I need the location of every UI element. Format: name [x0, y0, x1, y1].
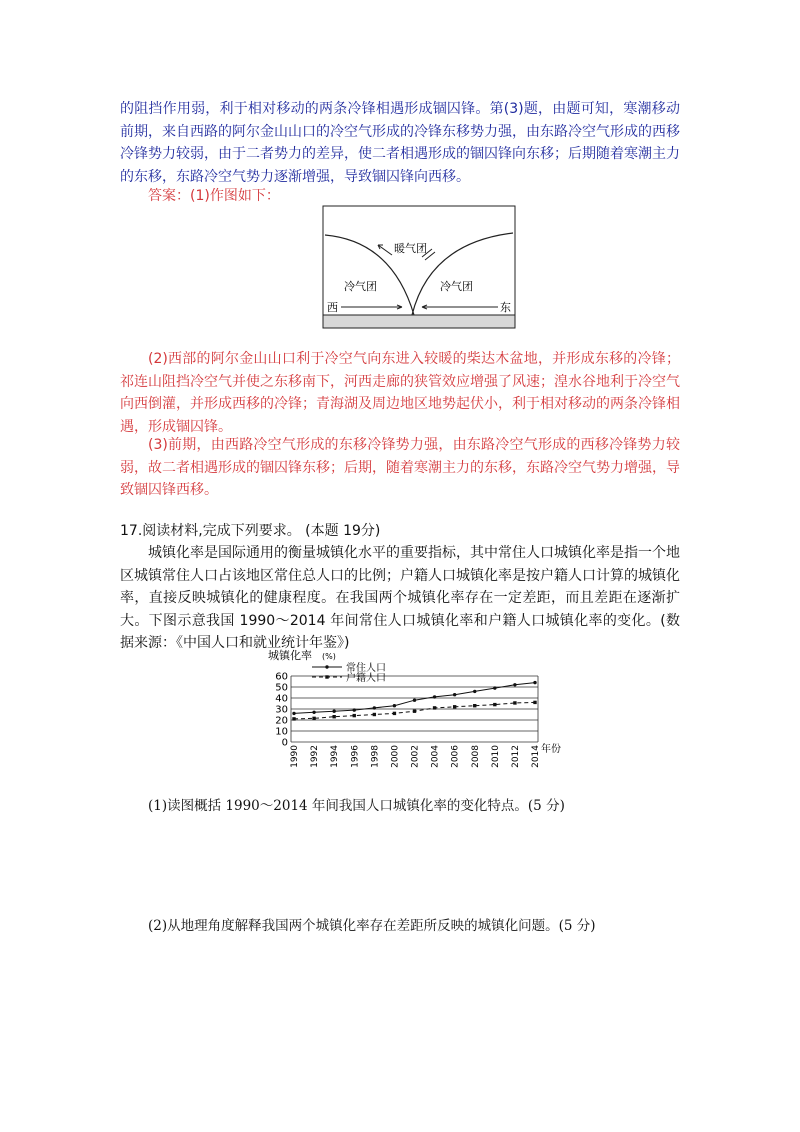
y-tick-label: 30	[275, 704, 288, 716]
y-tick-label: 0	[281, 737, 288, 749]
series-1-point	[393, 704, 396, 707]
series-2-point	[513, 701, 516, 704]
x-axis-unit: 年份	[541, 744, 561, 755]
series-2-point	[473, 704, 476, 707]
y-axis-label: 城镇化率	[268, 649, 312, 662]
series-1-point	[332, 710, 335, 713]
y-tick-label: 20	[275, 715, 288, 727]
x-tick-label: 2004	[430, 745, 441, 768]
answer-2: (2)西部的阿尔金山山口利于冷空气向东进入较暖的柴达木盆地，并形成东移的冷锋；祁连山阻挡冷空气并使之东移南下，河西走廊的狭管效应增强了风速；湟水谷地利于冷空气向西倒灌，并形成西移的冷锋；青海湖及周边地区地势起伏小，利于相对移动的两条冷锋相遇，形成锢囚锋。	[120, 351, 680, 435]
q17-sub-1: (1)读图概括 1990～2014 年间我国人口城镇化率的变化特点。(5 分)	[148, 798, 565, 814]
series-2-point	[493, 703, 496, 706]
warm-air-label: 暖气团	[394, 242, 427, 255]
series-2-point	[373, 713, 376, 716]
y-tick-label: 60	[275, 671, 288, 683]
x-tick-label: 1990	[290, 745, 300, 768]
east-label: 东	[500, 301, 511, 314]
series-2-point	[332, 715, 335, 718]
x-tick-label: 2010	[490, 745, 501, 768]
series-2-point	[393, 712, 396, 715]
x-tick-label: 2014	[531, 745, 541, 768]
analysis-paragraph: 的阻挡作用弱，利于相对移动的两条冷锋相遇形成锢囚锋。第(3)题，由题可知，寒潮移动前期，来自西路的阿尔金山山口的冷空气形成的冷锋东移势力强，由东路冷空气形成的西移冷锋势力较弱，由于二者势力的差异，使二者相遇形成的锢囚锋向东移；后期随着寒潮主力的东移，东路冷空气势力逐渐增强，导致锢囚锋向西移。	[120, 101, 680, 185]
series-1-point	[373, 706, 376, 709]
series-2-point	[353, 714, 356, 717]
y-tick-label: 40	[275, 693, 288, 705]
series-2-point	[413, 710, 416, 713]
y-axis-unit: (%)	[322, 652, 336, 661]
x-tick-label: 2000	[390, 745, 401, 768]
series-1-point	[433, 695, 436, 698]
front-diagram	[322, 205, 516, 329]
x-tick-label: 1992	[310, 745, 321, 768]
diagram-frame	[323, 206, 515, 328]
q17-material: 城镇化率是国际通用的衡量城镇化水平的重要指标，其中常住人口城镇化率是指一个地区城镇常住人口占该地区常住总人口的比例；户籍人口城镇化率是按户籍人口计算的城镇化率，直接反映城镇化的健康程度。在我国两个城镇化率存在一定差距，而且差距在逐渐扩大。下图示意我国 1990～2014 年间常住人口城镇化率和户籍人口城镇化率的变化。(数据来源：《中国人口和就业统计年鉴》)	[120, 545, 680, 651]
west-label: 西	[327, 301, 338, 314]
series-2-point	[292, 717, 295, 720]
series-1-point	[353, 708, 356, 711]
series-1-point	[513, 683, 516, 686]
cold-air-left-label: 冷气团	[344, 280, 377, 293]
x-tick-label: 1996	[350, 745, 361, 768]
cold-air-right-label: 冷气团	[440, 280, 473, 293]
x-tick-label: 2008	[470, 745, 481, 768]
urbanization-line-chart	[260, 646, 580, 776]
y-tick-label: 10	[275, 726, 288, 738]
ground-strip	[323, 315, 515, 328]
legend-label-1: 常住人口	[346, 663, 386, 674]
series-1-point	[312, 711, 315, 714]
answer-heading: 答案：(1)作图如下：	[148, 188, 280, 204]
legend-marker-1	[325, 665, 328, 668]
series-2-point	[453, 705, 456, 708]
x-tick-label: 1998	[370, 745, 381, 768]
series-2-point	[533, 701, 536, 704]
series-1-point	[473, 690, 476, 693]
series-1-point	[453, 693, 456, 696]
series-1-point	[413, 699, 416, 702]
series-1-point	[292, 712, 295, 715]
series-1-point	[533, 681, 536, 684]
series-2-point	[433, 706, 436, 709]
series-2-point	[312, 717, 315, 720]
x-tick-label: 1994	[330, 745, 341, 768]
legend-label-2: 户籍人口	[346, 673, 386, 684]
series-1-point	[493, 686, 496, 689]
q17-title: 17.阅读材料,完成下列要求。 (本题 19分)	[120, 523, 381, 539]
answer-3: (3)前期，由西路冷空气形成的东移冷锋势力强，由东路冷空气形成的西移冷锋势力较弱，故二者相遇形成的锢囚锋东移；后期，随着寒潮主力的东移，东路冷空气势力增强，导致锢囚锋西移。	[120, 437, 680, 498]
y-tick-label: 50	[275, 682, 288, 694]
x-tick-label: 2012	[510, 745, 521, 768]
legend-marker-2	[325, 675, 328, 678]
x-tick-label: 2002	[410, 745, 421, 768]
q17-sub-2: (2)从地理角度解释我国两个城镇化率存在差距所反映的城镇化问题。(5 分)	[148, 918, 596, 934]
x-tick-label: 2006	[450, 745, 461, 768]
